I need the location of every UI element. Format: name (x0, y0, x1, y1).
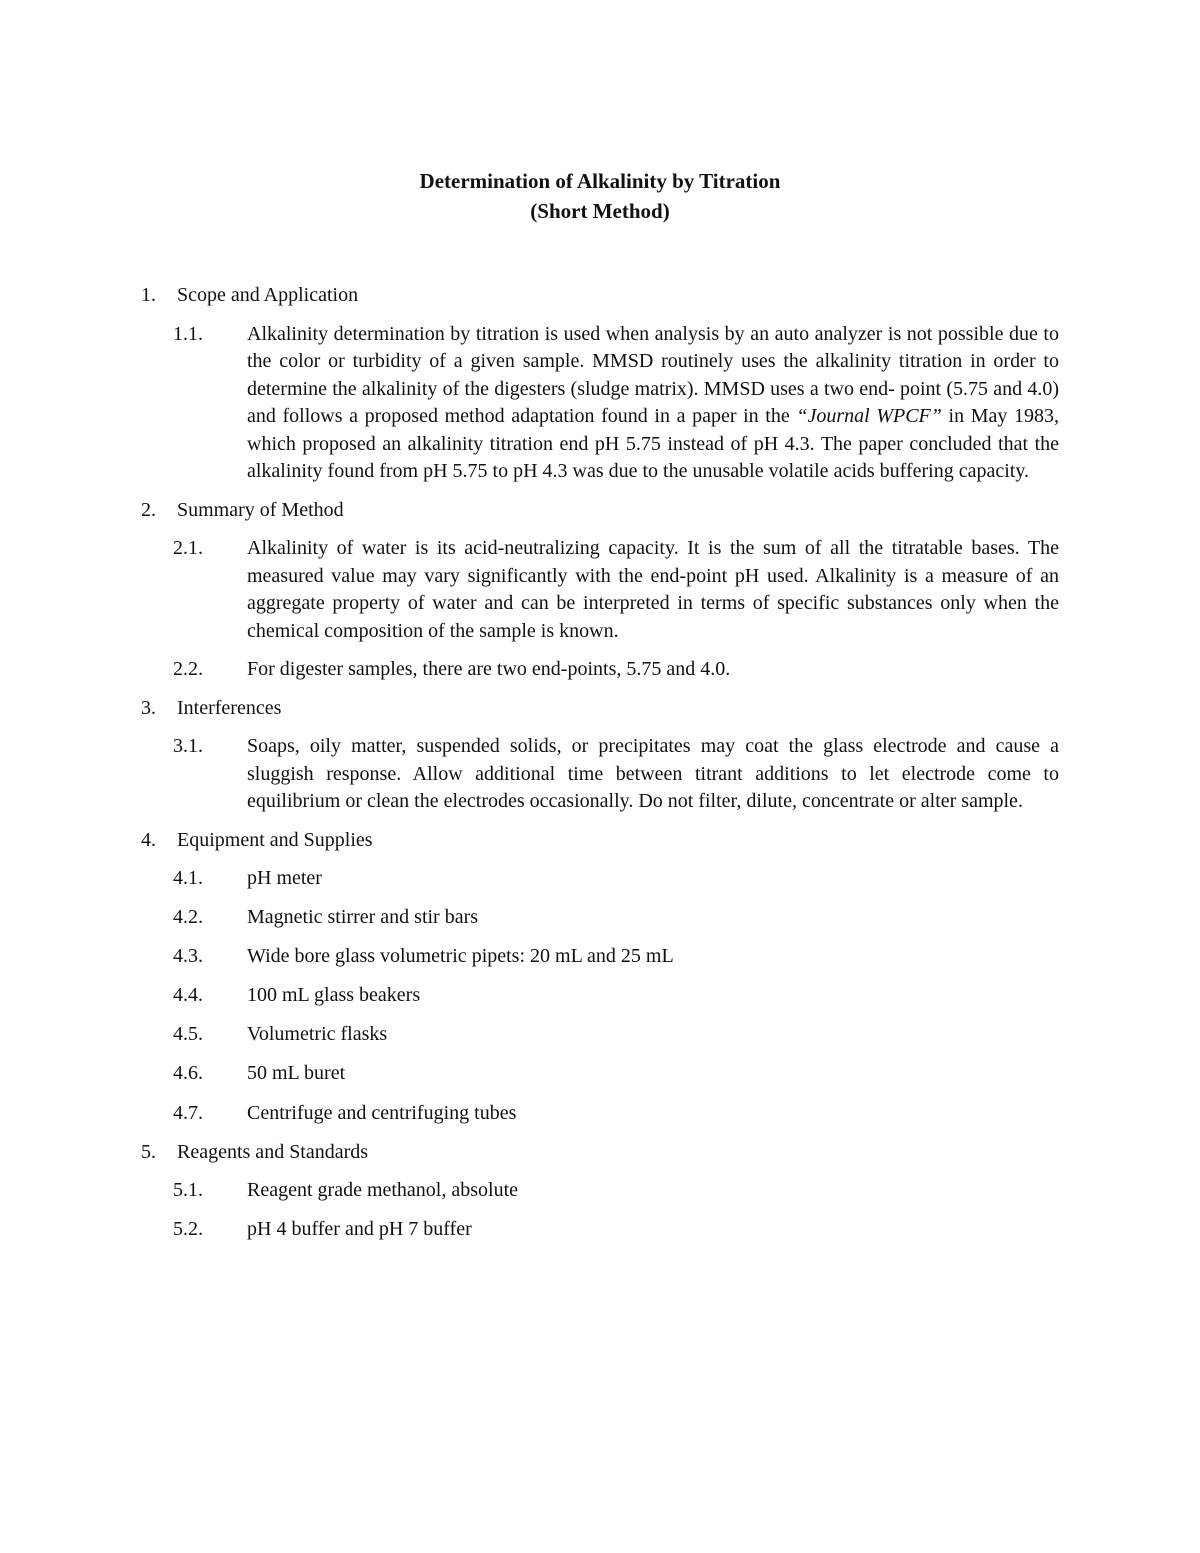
subsection-number: 4.4. (173, 984, 203, 1007)
list-item (173, 1177, 1059, 1205)
subsection-text: Soaps, oily matter, suspended solids, or precipitates may coat the glass electrode and cause a sluggish response. Allow additional time between titrant additions to let electrode come to equilibrium or clean the electrodes occasionally. Do not filter, dilute, concentrate or alter sample. (247, 735, 1059, 812)
subsection-number: 3.1. (173, 735, 203, 757)
section-scope-and-application (141, 282, 1059, 486)
subsection-text: For digester samples, there are two end-points, 5.75 and 4.0. (247, 658, 731, 680)
subsection-text: Volumetric flasks (247, 1023, 388, 1046)
list-item (173, 1216, 1059, 1244)
list-item (173, 982, 1059, 1010)
paragraph-part-a: Alkalinity determination by titration is used when analysis by an auto analyzer is not possible due to the color or turbidity of a given sample. MMSD routinely uses the alkalinity titration in order to determine the alkalinity of the digesters (sludge matrix). MMSD uses a two end- point (5.75 and 4.0) and follows a proposed method adaptation found in a paper in the (247, 322, 1059, 427)
list-item (173, 865, 1059, 893)
section-number: 3. (141, 696, 156, 719)
title-line-2: (Short Method) (530, 199, 670, 223)
section-interferences (141, 695, 1059, 816)
document-title (0, 166, 1200, 226)
section-summary-of-method (141, 497, 1059, 684)
section-number: 2. (141, 498, 156, 521)
section-reagents-and-standards (141, 1139, 1059, 1244)
subsection-number: 4.6. (173, 1062, 203, 1085)
subsection-number: 4.5. (173, 1023, 203, 1046)
subsection-2-1 (173, 535, 1059, 645)
subsection-text: pH meter (247, 867, 322, 889)
subsection-number: 5.1. (173, 1179, 203, 1202)
section-number: 1. (141, 284, 156, 306)
section-heading (141, 1139, 1059, 1167)
journal-name: “Journal WPCF” (796, 405, 942, 427)
subsection-text: pH 4 buffer and pH 7 buffer (247, 1218, 472, 1241)
section-heading (141, 827, 1059, 855)
section-heading (141, 695, 1059, 723)
title-line-1: Determination of Alkalinity by Titration (419, 169, 781, 193)
subsection-text: Magnetic stirrer and stir bars (247, 906, 479, 929)
section-title: Interferences (177, 696, 282, 719)
section-title: Summary of Method (177, 498, 344, 521)
list-item (173, 943, 1059, 971)
subsection-3-1 (173, 733, 1059, 816)
subsection-number: 5.2. (173, 1218, 203, 1241)
section-heading (141, 282, 1059, 310)
section-heading (141, 497, 1059, 525)
subsection-number: 4.7. (173, 1101, 203, 1124)
section-title: Reagents and Standards (177, 1140, 369, 1163)
list-item (173, 1060, 1059, 1088)
subsection-number: 4.2. (173, 906, 203, 929)
subsection-2-2 (173, 656, 1059, 684)
subsection-number: 1.1. (173, 322, 203, 345)
subsection-number: 4.1. (173, 867, 203, 889)
subsection-1-1 (173, 321, 1059, 486)
document-body (141, 282, 1059, 1255)
subsection-number: 4.3. (173, 945, 203, 968)
list-item (173, 1100, 1059, 1128)
subsection-number: 2.1. (173, 537, 203, 559)
section-title: Equipment and Supplies (177, 828, 373, 851)
subsection-text: 50 mL buret (247, 1062, 346, 1085)
section-number: 4. (141, 828, 156, 851)
subsection-text: Reagent grade methanol, absolute (247, 1179, 519, 1202)
section-number: 5. (141, 1140, 156, 1163)
subsection-text: Centrifuge and centrifuging tubes (247, 1101, 517, 1124)
paragraph-part-b: in May 1983, which proposed an alkalinity titration end pH 5.75 instead of pH 4.3. The paper concluded that the alkalinity found from pH 5.75 to pH 4.3 was due to the unusable volatile acids buffering capacity. (247, 405, 1059, 482)
section-title: Scope and Application (177, 284, 359, 306)
subsection-text: Alkalinity of water is its acid-neutralizing capacity. It is the sum of all the titratable bases. The measured value may vary significantly with the end-point pH used. Alkalinity is a measure of an aggregate property of water and can be interpreted in terms of specific substances only when the chemical composition of the sample is known. (247, 537, 1059, 642)
subsection-text: Wide bore glass volumetric pipets: 20 mL and 25 mL (247, 945, 674, 968)
subsection-number: 2.2. (173, 658, 203, 680)
section-equipment-and-supplies (141, 827, 1059, 1128)
list-item (173, 1021, 1059, 1049)
subsection-text: 100 mL glass beakers (247, 984, 421, 1007)
list-item (173, 904, 1059, 932)
subsection-text (247, 321, 1059, 486)
